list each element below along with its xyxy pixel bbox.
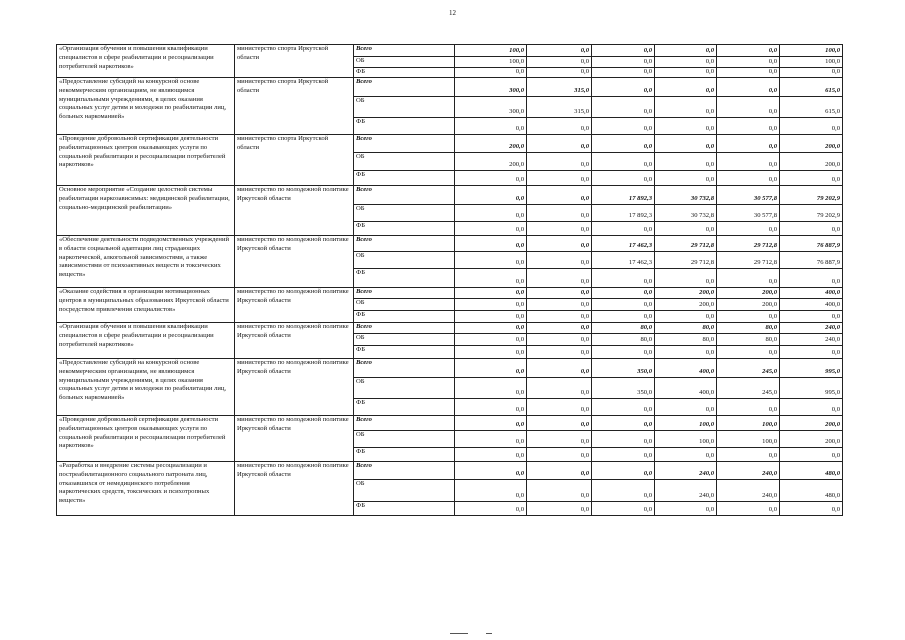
funding-amount: 0,0 xyxy=(717,135,780,153)
funding-amount: 0,0 xyxy=(717,502,780,516)
funding-amount: 0,0 xyxy=(455,346,527,359)
funding-amount: 100,0 xyxy=(655,431,717,448)
funding-amount: 0,0 xyxy=(592,45,655,57)
funding-amount: 0,0 xyxy=(455,222,527,236)
funding-amount: 200,0 xyxy=(717,288,780,299)
responsible-executor: министерство по молодежной политике Иркутской области xyxy=(235,186,354,236)
funding-amount: 200,0 xyxy=(655,299,717,311)
measure-name: Основное мероприятие «Создание целостной системы реабилитации наркозависимых: медицинской реабилитации, социально-медицинской реабилитации» xyxy=(57,186,235,236)
funding-amount: 0,0 xyxy=(527,222,592,236)
funding-amount: 0,0 xyxy=(717,97,780,118)
funding-amount: 0,0 xyxy=(655,78,717,97)
table-row xyxy=(57,45,843,57)
funding-amount: 0,0 xyxy=(655,153,717,171)
responsible-executor: министерство спорта Иркутской области xyxy=(235,78,354,135)
funding-amount: 0,0 xyxy=(527,68,592,78)
funding-amount: 0,0 xyxy=(717,171,780,186)
funding-source: Всего xyxy=(354,416,455,431)
funding-source: Всего xyxy=(354,288,455,299)
funding-source: Всего xyxy=(354,135,455,153)
funding-amount: 0,0 xyxy=(655,448,717,462)
funding-amount: 0,0 xyxy=(455,299,527,311)
funding-amount: 0,0 xyxy=(527,448,592,462)
funding-source: ОБ xyxy=(354,480,455,502)
funding-amount: 300,0 xyxy=(455,97,527,118)
funding-amount: 0,0 xyxy=(527,311,592,323)
funding-amount: 100,0 xyxy=(780,57,843,68)
funding-amount: 17 892,3 xyxy=(592,205,655,222)
funding-amount: 350,0 xyxy=(592,359,655,378)
funding-amount: 0,0 xyxy=(455,186,527,205)
funding-source: ФБ xyxy=(354,68,455,78)
funding-amount: 0,0 xyxy=(527,57,592,68)
funding-amount: 100,0 xyxy=(455,45,527,57)
funding-amount: 350,0 xyxy=(592,378,655,399)
funding-amount: 0,0 xyxy=(717,118,780,135)
funding-amount: 17 462,3 xyxy=(592,252,655,269)
funding-source: ОБ xyxy=(354,205,455,222)
funding-amount: 0,0 xyxy=(455,480,527,502)
funding-amount: 0,0 xyxy=(455,334,527,346)
funding-amount: 0,0 xyxy=(655,68,717,78)
funding-amount: 0,0 xyxy=(455,462,527,480)
funding-amount: 0,0 xyxy=(527,334,592,346)
funding-amount: 0,0 xyxy=(717,153,780,171)
funding-amount: 100,0 xyxy=(455,57,527,68)
funding-amount: 29 712,8 xyxy=(655,252,717,269)
funding-amount: 76 887,9 xyxy=(780,236,843,252)
responsible-executor: министерство спорта Иркутской области xyxy=(235,45,354,78)
funding-source: ФБ xyxy=(354,502,455,516)
funding-amount: 0,0 xyxy=(655,399,717,416)
funding-amount: 0,0 xyxy=(455,431,527,448)
funding-amount: 76 887,9 xyxy=(780,252,843,269)
funding-source: Всего xyxy=(354,236,455,252)
page-number: 12 xyxy=(449,9,456,17)
funding-amount: 0,0 xyxy=(717,448,780,462)
funding-amount: 0,0 xyxy=(527,252,592,269)
funding-amount: 0,0 xyxy=(527,153,592,171)
funding-amount: 0,0 xyxy=(455,171,527,186)
budget-table-body xyxy=(57,45,843,516)
funding-source: ОБ xyxy=(354,378,455,399)
funding-amount: 79 202,9 xyxy=(780,186,843,205)
measure-name: «Организация обучения и повышения квалификации специалистов в сфере реабилитации и ресоциализации потребителей наркотиков» xyxy=(57,323,235,359)
funding-amount: 0,0 xyxy=(592,399,655,416)
funding-amount: 0,0 xyxy=(780,171,843,186)
funding-amount: 0,0 xyxy=(717,45,780,57)
responsible-executor: министерство по молодежной политике Иркутской области xyxy=(235,416,354,462)
responsible-executor: министерство по молодежной политике Иркутской области xyxy=(235,359,354,416)
funding-amount: 0,0 xyxy=(655,57,717,68)
funding-amount: 480,0 xyxy=(780,480,843,502)
funding-amount: 0,0 xyxy=(592,502,655,516)
funding-amount: 240,0 xyxy=(717,462,780,480)
funding-amount: 0,0 xyxy=(455,448,527,462)
funding-amount: 30 732,8 xyxy=(655,186,717,205)
funding-amount: 0,0 xyxy=(592,118,655,135)
funding-amount: 0,0 xyxy=(455,323,527,334)
measure-name: «Проведение добровольной сертификации деятельности реабилитационных центров оказывающих услуги по социальной реабилитации и ресоциализации потребителей наркотиков» xyxy=(57,416,235,462)
funding-amount: 0,0 xyxy=(527,135,592,153)
funding-amount: 0,0 xyxy=(527,359,592,378)
funding-amount: 0,0 xyxy=(780,346,843,359)
funding-source: ФБ xyxy=(354,269,455,288)
funding-amount: 0,0 xyxy=(455,236,527,252)
funding-amount: 0,0 xyxy=(527,236,592,252)
funding-amount: 0,0 xyxy=(717,222,780,236)
funding-amount: 0,0 xyxy=(592,288,655,299)
budget-table xyxy=(56,44,843,516)
funding-amount: 615,0 xyxy=(780,78,843,97)
funding-amount: 0,0 xyxy=(717,78,780,97)
funding-amount: 80,0 xyxy=(717,323,780,334)
funding-source: ФБ xyxy=(354,118,455,135)
funding-amount: 400,0 xyxy=(780,299,843,311)
funding-amount: 0,0 xyxy=(655,222,717,236)
funding-amount: 0,0 xyxy=(780,269,843,288)
responsible-executor: министерство по молодежной политике Иркутской области xyxy=(235,288,354,323)
funding-source: ФБ xyxy=(354,346,455,359)
funding-amount: 80,0 xyxy=(655,323,717,334)
funding-amount: 0,0 xyxy=(527,462,592,480)
table-row xyxy=(57,78,843,97)
funding-amount: 30 732,8 xyxy=(655,205,717,222)
funding-amount: 245,0 xyxy=(717,359,780,378)
funding-amount: 0,0 xyxy=(455,311,527,323)
funding-source: ОБ xyxy=(354,57,455,68)
funding-amount: 0,0 xyxy=(655,346,717,359)
funding-amount: 0,0 xyxy=(527,480,592,502)
funding-source: Всего xyxy=(354,78,455,97)
funding-amount: 0,0 xyxy=(592,269,655,288)
funding-source: ФБ xyxy=(354,399,455,416)
funding-amount: 0,0 xyxy=(592,448,655,462)
funding-amount: 0,0 xyxy=(655,97,717,118)
funding-amount: 0,0 xyxy=(527,205,592,222)
funding-amount: 100,0 xyxy=(717,416,780,431)
funding-amount: 80,0 xyxy=(592,334,655,346)
funding-amount: 0,0 xyxy=(527,118,592,135)
funding-amount: 0,0 xyxy=(717,57,780,68)
funding-amount: 240,0 xyxy=(780,334,843,346)
funding-amount: 0,0 xyxy=(527,431,592,448)
funding-amount: 0,0 xyxy=(655,502,717,516)
funding-amount: 200,0 xyxy=(717,299,780,311)
funding-amount: 80,0 xyxy=(655,334,717,346)
funding-amount: 200,0 xyxy=(780,431,843,448)
funding-amount: 0,0 xyxy=(717,311,780,323)
funding-amount: 29 712,8 xyxy=(717,252,780,269)
funding-amount: 200,0 xyxy=(780,153,843,171)
scan-mark xyxy=(486,633,492,634)
funding-amount: 0,0 xyxy=(455,269,527,288)
funding-amount: 0,0 xyxy=(527,416,592,431)
funding-amount: 30 577,8 xyxy=(717,205,780,222)
funding-amount: 0,0 xyxy=(455,399,527,416)
table-row xyxy=(57,416,843,431)
funding-source: Всего xyxy=(354,462,455,480)
funding-amount: 400,0 xyxy=(655,359,717,378)
funding-amount: 0,0 xyxy=(592,222,655,236)
measure-name: «Предоставление субсидий на конкурсной основе некоммерческим организациям, не являющимся муниципальными учреждениями, в целях оказания социальных услуг детям и молодежи по реабилитации лиц, больных наркоманией» xyxy=(57,359,235,416)
funding-amount: 0,0 xyxy=(592,97,655,118)
funding-source: ФБ xyxy=(354,222,455,236)
funding-amount: 0,0 xyxy=(592,311,655,323)
funding-amount: 0,0 xyxy=(717,68,780,78)
funding-amount: 0,0 xyxy=(592,416,655,431)
funding-amount: 0,0 xyxy=(455,118,527,135)
funding-amount: 0,0 xyxy=(655,269,717,288)
funding-source: Всего xyxy=(354,359,455,378)
funding-amount: 240,0 xyxy=(717,480,780,502)
funding-amount: 0,0 xyxy=(717,346,780,359)
funding-amount: 0,0 xyxy=(780,118,843,135)
funding-amount: 0,0 xyxy=(655,311,717,323)
funding-amount: 615,0 xyxy=(780,97,843,118)
funding-amount: 0,0 xyxy=(592,57,655,68)
funding-amount: 0,0 xyxy=(455,68,527,78)
funding-amount: 0,0 xyxy=(717,399,780,416)
funding-amount: 240,0 xyxy=(780,323,843,334)
responsible-executor: министерство спорта Иркутской области xyxy=(235,135,354,186)
table-row xyxy=(57,462,843,480)
funding-amount: 29 712,8 xyxy=(717,236,780,252)
funding-amount: 0,0 xyxy=(455,502,527,516)
funding-amount: 400,0 xyxy=(655,378,717,399)
funding-amount: 0,0 xyxy=(527,399,592,416)
funding-amount: 79 202,9 xyxy=(780,205,843,222)
funding-source: Всего xyxy=(354,186,455,205)
table-row xyxy=(57,288,843,299)
funding-amount: 0,0 xyxy=(455,205,527,222)
funding-amount: 0,0 xyxy=(780,448,843,462)
funding-amount: 0,0 xyxy=(527,323,592,334)
funding-amount: 0,0 xyxy=(592,68,655,78)
funding-source: Всего xyxy=(354,323,455,334)
funding-amount: 0,0 xyxy=(527,269,592,288)
funding-amount: 0,0 xyxy=(592,346,655,359)
funding-amount: 0,0 xyxy=(455,416,527,431)
funding-amount: 0,0 xyxy=(655,135,717,153)
responsible-executor: министерство по молодежной политике Иркутской области xyxy=(235,236,354,288)
funding-amount: 0,0 xyxy=(592,171,655,186)
funding-amount: 0,0 xyxy=(655,118,717,135)
funding-amount: 240,0 xyxy=(655,462,717,480)
funding-amount: 80,0 xyxy=(717,334,780,346)
funding-amount: 0,0 xyxy=(717,269,780,288)
measure-name: «Предоставление субсидий на конкурсной основе некоммерческим организациям, не являющимся муниципальными учреждениями, в целях оказания социальных услуг детям и молодежи по реабилитации лиц, больных наркоманией» xyxy=(57,78,235,135)
funding-amount: 0,0 xyxy=(455,378,527,399)
funding-amount: 0,0 xyxy=(592,462,655,480)
funding-amount: 100,0 xyxy=(717,431,780,448)
funding-amount: 0,0 xyxy=(455,288,527,299)
funding-amount: 29 712,8 xyxy=(655,236,717,252)
table-row xyxy=(57,236,843,252)
funding-amount: 245,0 xyxy=(717,378,780,399)
table-row xyxy=(57,135,843,153)
funding-amount: 0,0 xyxy=(655,171,717,186)
funding-amount: 17 462,3 xyxy=(592,236,655,252)
measure-name: «Обеспечение деятельности подведомственных учреждений в области социальной адаптации лиц страдающих наркотической, алкогольной зависимостями, а также зависимостями от психоактивных веществ и токсических веществ» xyxy=(57,236,235,288)
measure-name: «Организация обучения и повышения квалификации специалистов в сфере реабилитации и ресоциализации потребителей наркотиков» xyxy=(57,45,235,78)
funding-amount: 200,0 xyxy=(780,135,843,153)
table-row xyxy=(57,186,843,205)
funding-amount: 0,0 xyxy=(455,252,527,269)
funding-amount: 0,0 xyxy=(592,135,655,153)
funding-amount: 0,0 xyxy=(592,78,655,97)
funding-source: ФБ xyxy=(354,171,455,186)
funding-amount: 0,0 xyxy=(527,502,592,516)
funding-amount: 0,0 xyxy=(527,186,592,205)
funding-amount: 995,0 xyxy=(780,378,843,399)
funding-source: Всего xyxy=(354,45,455,57)
funding-source: ОБ xyxy=(354,299,455,311)
funding-amount: 0,0 xyxy=(592,153,655,171)
funding-amount: 300,0 xyxy=(455,78,527,97)
funding-amount: 0,0 xyxy=(592,431,655,448)
funding-source: ОБ xyxy=(354,334,455,346)
funding-amount: 0,0 xyxy=(780,68,843,78)
funding-amount: 0,0 xyxy=(780,311,843,323)
funding-amount: 0,0 xyxy=(527,45,592,57)
responsible-executor: министерство по молодежной политике Иркутской области xyxy=(235,462,354,516)
measure-name: «Оказание содействия в организации мотивационных центров в муниципальных образованиях Иркутской области посредством привлечения специалистов» xyxy=(57,288,235,323)
funding-source: ОБ xyxy=(354,153,455,171)
funding-amount: 0,0 xyxy=(455,359,527,378)
measure-name: «Проведение добровольной сертификации деятельности реабилитационных центров оказывающих услуги по социальной реабилитации и ресоциализации потребителей наркотиков» xyxy=(57,135,235,186)
scan-mark xyxy=(450,633,468,634)
funding-amount: 0,0 xyxy=(780,399,843,416)
funding-amount: 480,0 xyxy=(780,462,843,480)
funding-source: ОБ xyxy=(354,431,455,448)
funding-amount: 0,0 xyxy=(527,299,592,311)
measure-name: «Разработка и внедрение системы ресоциализации и постреабилитационного социального патроната лиц, отказавшихся от немедицинского потребления наркотических средств, токсических и психотропных веществ» xyxy=(57,462,235,516)
funding-amount: 200,0 xyxy=(455,135,527,153)
funding-amount: 0,0 xyxy=(780,502,843,516)
funding-amount: 400,0 xyxy=(780,288,843,299)
funding-amount: 200,0 xyxy=(455,153,527,171)
funding-amount: 0,0 xyxy=(592,480,655,502)
funding-source: ФБ xyxy=(354,448,455,462)
responsible-executor: министерство по молодежной политике Иркутской области xyxy=(235,323,354,359)
funding-amount: 200,0 xyxy=(655,288,717,299)
funding-source: ОБ xyxy=(354,252,455,269)
funding-amount: 100,0 xyxy=(655,416,717,431)
funding-amount: 200,0 xyxy=(780,416,843,431)
funding-amount: 0,0 xyxy=(527,378,592,399)
funding-amount: 0,0 xyxy=(527,346,592,359)
funding-amount: 995,0 xyxy=(780,359,843,378)
funding-amount: 0,0 xyxy=(780,222,843,236)
funding-amount: 315,0 xyxy=(527,78,592,97)
funding-source: ОБ xyxy=(354,97,455,118)
funding-amount: 315,0 xyxy=(527,97,592,118)
table-row xyxy=(57,323,843,334)
funding-amount: 17 892,3 xyxy=(592,186,655,205)
funding-amount: 100,0 xyxy=(780,45,843,57)
funding-amount: 0,0 xyxy=(655,45,717,57)
table-row xyxy=(57,359,843,378)
funding-amount: 0,0 xyxy=(527,288,592,299)
funding-amount: 0,0 xyxy=(592,299,655,311)
funding-amount: 0,0 xyxy=(527,171,592,186)
funding-amount: 30 577,8 xyxy=(717,186,780,205)
funding-amount: 80,0 xyxy=(592,323,655,334)
funding-source: ФБ xyxy=(354,311,455,323)
funding-amount: 240,0 xyxy=(655,480,717,502)
